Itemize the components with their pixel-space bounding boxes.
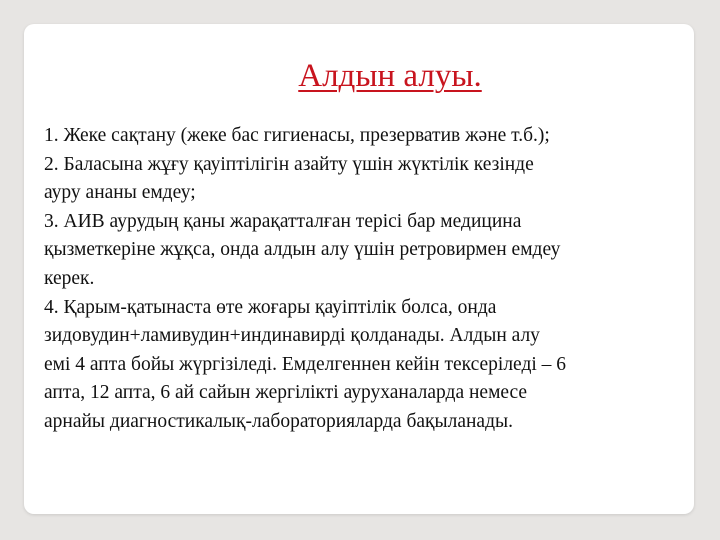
body-line: 1. Жеке сақтану (жеке бас гигиенасы, презерватив және т.б.); <box>44 125 550 146</box>
slide-title <box>24 56 694 96</box>
body-line: апта, 12 апта, 6 ай сайын жергілікті ауруханаларда немесе <box>44 382 528 404</box>
body-line: 4. Қарым-қатынаста өте жоғары қауіптілік болса, онда <box>44 296 497 318</box>
body-line: керек. <box>44 267 95 289</box>
body-line: зидовудин+ламивудин+индинавирді қолданады. Алдын алу <box>44 325 540 347</box>
slide-card <box>24 24 694 514</box>
body-line: емі 4 апта бойы жүргізіледі. Емделгеннен кейін тексеріледі – 6 <box>44 353 567 375</box>
body-line: қызметкеріне жұқса, онда алдын алу үшін ретровирмен емдеу <box>44 239 561 261</box>
body-line: арнайы диагностикалық-лабораторияларда бақыланады. <box>44 410 513 432</box>
body-line: 2. Баласына жұғу қауіптілігін азайту үшін жүктілік кезінде <box>44 153 534 175</box>
slide-title-text: Алдын алуы. <box>298 58 482 94</box>
slide-body <box>44 122 694 437</box>
body-line: ауру ананы емдеу; <box>44 182 196 204</box>
body-line: 3. АИВ аурудың қаны жарақатталған терісі бар медицина <box>44 210 522 232</box>
